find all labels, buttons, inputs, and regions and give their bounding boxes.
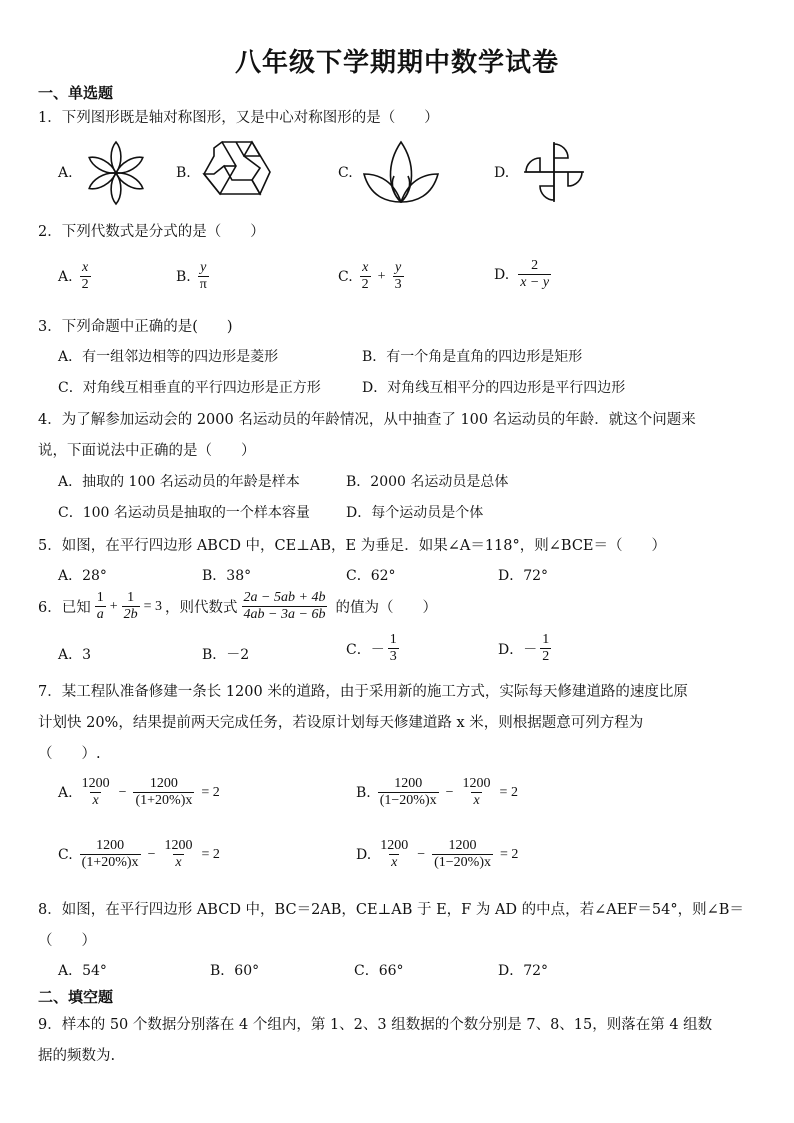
q7-d-equals: = 2 <box>499 846 519 862</box>
q7-a-minus: − <box>118 784 127 800</box>
q8-option-a: A．54° <box>58 963 107 979</box>
q7-b-fraction-2: $\frac{1200}{x}$ <box>462 776 491 809</box>
q7-c-fraction-2: $\frac{1200}{x}$ <box>164 838 193 871</box>
q6-suffix: 的值为（ ） <box>335 600 437 617</box>
q6-c-fraction: $\frac{1}{3}$ <box>389 632 397 665</box>
question-4-line-2: 说，下面说法中正确的是（ ） <box>38 443 256 459</box>
q7-option-c <box>58 838 220 871</box>
q7-b-minus: − <box>445 784 454 800</box>
q6-option-b: B．－2 <box>202 647 250 663</box>
q5-option-c: C．62° <box>346 568 396 584</box>
q1-option-b-label: B. <box>176 165 191 181</box>
q4-option-d: D．每个运动员是个体 <box>346 505 484 521</box>
q7-b-equals: = 2 <box>499 784 518 800</box>
q2-option-c-label: C. <box>338 268 353 285</box>
q2-c-fraction-1: $\frac{x}{2}$ <box>361 260 369 293</box>
q7-option-a-label: A. <box>58 784 73 801</box>
q3-option-a: A．有一组邻边相等的四边形是菱形 <box>58 349 279 365</box>
q4-option-a: A．抽取的 100 名运动员的年龄是样本 <box>58 474 300 490</box>
q7-b-fraction-1: $\frac{1200}{(1-20\%)x}$ <box>379 776 437 809</box>
question-3-stem: 3．下列命题中正确的是( ) <box>38 319 233 335</box>
q5-option-d: D．72° <box>498 568 549 584</box>
q7-a-fraction-2: $\frac{1200}{(1+20\%)x}$ <box>135 776 193 809</box>
q7-c-minus: − <box>147 846 156 862</box>
q6-plus: + <box>109 598 118 614</box>
question-2-stem: 2．下列代数式是分式的是（ ） <box>38 224 265 240</box>
question-7-line-1: 7．某工程队准备修建一条长 1200 米的道路，由于采用新的施工方式，实际每天修建道路的速度比原 <box>38 684 688 700</box>
pinwheel-icon <box>520 140 588 204</box>
q7-option-a <box>58 776 220 809</box>
question-4-line-1: 4．为了解参加运动会的 2000 名运动员的年龄情况，从中抽查了 100 名运动员的年龄．就这个问题来 <box>38 412 696 428</box>
q7-option-c-label: C. <box>58 846 73 863</box>
q3-option-b: B．有一个角是直角的四边形是矩形 <box>362 349 583 365</box>
question-8-line-1: 8．如图，在平行四边形 ABCD 中，BC＝2AB，CE⊥AB 于 E，F 为 AD 的中点，若∠AEF＝54°，则∠B＝ <box>38 902 744 918</box>
q2-d-fraction: $\frac{2}{x - y}$ <box>520 258 550 291</box>
question-8-line-2: （ ） <box>38 933 96 949</box>
q6-option-d-label: D．－ <box>498 641 538 658</box>
q2-c-fraction-2: $\frac{y}{3}$ <box>394 260 402 293</box>
q1-option-d-label: D. <box>494 165 510 181</box>
question-7-line-2: 计划快 20%，结果提前两天完成任务，若设原计划每天修建道路 x 米，则根据题意可列方程为 <box>38 715 644 731</box>
q7-c-equals: = 2 <box>201 846 220 862</box>
q8-option-b: B．60° <box>210 963 260 979</box>
q6-option-c-label: C．－ <box>346 641 385 658</box>
q6-option-c <box>346 632 400 665</box>
q8-option-c: C．66° <box>354 963 404 979</box>
q1-option-c-label: C. <box>338 165 353 181</box>
q3-option-d: D．对角线互相平分的四边形是平行四边形 <box>362 380 626 396</box>
q3-option-c: C．对角线互相垂直的平行四边形是正方形 <box>58 380 321 396</box>
q5-option-b: B．38° <box>202 568 252 584</box>
q2-b-fraction: $\frac{y}{\pi}$ <box>199 260 207 293</box>
q2-a-fraction: $\frac{x}{2}$ <box>81 260 89 293</box>
q6-prefix: 6．已知 <box>38 600 91 617</box>
q4-option-c: C．100 名运动员是抽取的一个样本容量 <box>58 505 310 521</box>
q4-option-b: B．2000 名运动员是总体 <box>346 474 509 490</box>
q6-middle-text: ，则代数式 <box>165 600 238 617</box>
q1-option-a-label: A. <box>58 165 73 181</box>
q2-option-a-label: A. <box>58 268 73 285</box>
q7-a-fraction-1: $\frac{1200}{x}$ <box>81 776 110 809</box>
q2-option-d <box>494 258 552 291</box>
q2-option-a <box>58 260 92 293</box>
q6-equals: = 3 <box>143 598 163 614</box>
q2-c-plus: + <box>377 268 386 284</box>
recycle-triangle-icon <box>200 138 274 206</box>
q6-fraction-1: $\frac{1}{a}$ <box>96 590 104 623</box>
q7-d-minus: − <box>417 846 426 862</box>
q7-option-d-label: D. <box>356 846 372 863</box>
question-5-stem: 5．如图，在平行四边形 ABCD 中，CE⊥AB，E 为垂足．如果∠A＝118°，则∠BCE＝（ ） <box>38 538 666 554</box>
q2-option-c <box>338 260 405 293</box>
flower-icon <box>80 140 152 206</box>
section-heading-fill-in: 二、填空题 <box>38 988 114 1006</box>
section-heading-single-choice: 一、单选题 <box>38 84 114 102</box>
q7-d-fraction-1: $\frac{1200}{x}$ <box>380 838 409 871</box>
q2-option-d-label: D. <box>494 266 510 283</box>
question-6-stem <box>38 590 437 623</box>
q7-d-fraction-2: $\frac{1200}{(1-20\%)x}$ <box>434 838 491 871</box>
q6-fraction-3: $\frac{2a - 5ab + 4b}{4ab - 3a - 6b}$ <box>243 590 326 623</box>
q2-option-b-label: B. <box>176 268 191 285</box>
q7-option-b-label: B. <box>356 784 371 801</box>
q6-option-d <box>498 632 552 665</box>
page-title: 八年级下学期期中数学试卷 <box>234 48 559 78</box>
q7-c-fraction-1: $\frac{1200}{(1+20\%)x}$ <box>81 838 139 871</box>
question-9-line-1: 9．样本的 50 个数据分别落在 4 个组内，第 1、2、3 组数据的个数分别是 7、8、15，则落在第 4 组数 <box>38 1017 713 1033</box>
lotus-icon <box>360 138 442 206</box>
q5-option-a: A．28° <box>58 568 107 584</box>
q7-a-equals: = 2 <box>201 784 220 800</box>
q7-option-d <box>356 838 518 871</box>
q2-option-b <box>176 260 210 293</box>
q6-fraction-2: $\frac{1}{2b}$ <box>123 590 138 623</box>
q7-option-b <box>356 776 518 809</box>
question-1-stem: 1．下列图形既是轴对称图形，又是中心对称图形的是（ ） <box>38 110 439 126</box>
q6-option-a: A．3 <box>58 647 92 663</box>
question-7-line-3: （ ）. <box>38 746 101 762</box>
q8-option-d: D．72° <box>498 963 549 979</box>
q6-d-fraction: $\frac{1}{2}$ <box>542 632 550 665</box>
question-9-line-2: 据的频数为. <box>38 1048 116 1064</box>
